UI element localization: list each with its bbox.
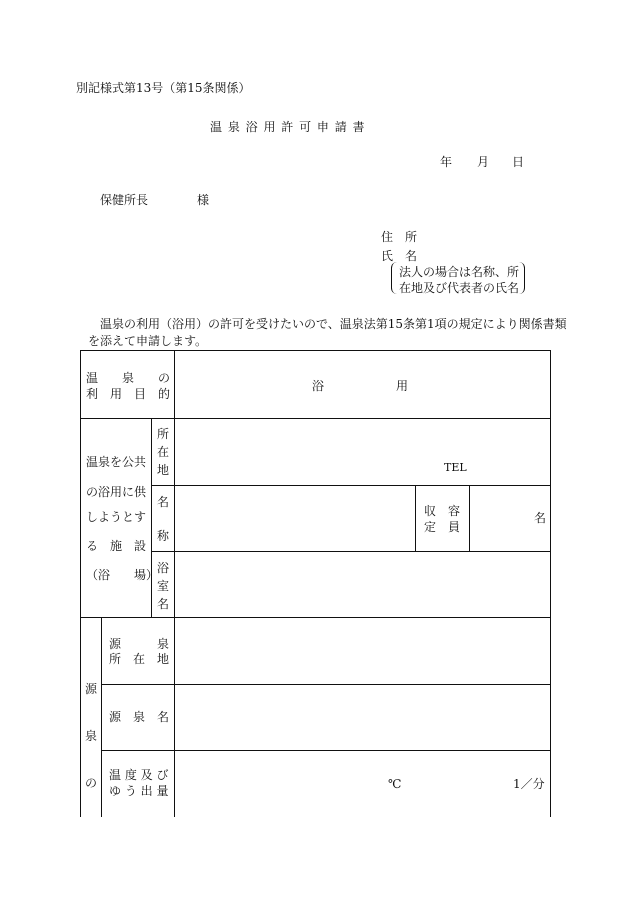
document-title: 温 泉 浴 用 許 可 申 請 書: [210, 120, 366, 134]
capacity-label-line1: 収 容: [424, 504, 461, 518]
applicant-name-label: 氏 名: [381, 249, 418, 263]
date-year: 年: [440, 155, 453, 169]
purpose-label-line2: 利 用 目 的: [86, 387, 171, 401]
applicant-note-line2: 在地及び代表者の氏名: [399, 281, 520, 295]
purpose-value: 浴 用: [312, 379, 409, 393]
flow-unit: 1／分: [513, 777, 545, 791]
tel-label: TEL: [444, 461, 467, 474]
addressee-office: 保健所長: [100, 193, 149, 207]
bathroom-label: 浴 室 名: [156, 561, 169, 611]
facility-label-line5: （浴 場）: [86, 568, 159, 582]
purpose-label-line1: 温 泉 の: [86, 371, 171, 385]
source-location-line2: 所 在 地: [109, 652, 170, 666]
capacity-label-line2: 定 員: [424, 520, 461, 534]
date-day: 日: [512, 155, 525, 169]
source-name-label: 源 泉 名: [109, 710, 170, 724]
temp-label-line1: 温 度 及 び: [109, 768, 169, 782]
applicant-note-line1: 法人の場合は名称、所: [399, 265, 520, 279]
source-group-label: 源 泉 の: [84, 682, 97, 790]
date-month: 月: [477, 155, 490, 169]
facility-name-label: 名 称: [156, 495, 169, 543]
facility-label-line3: しようとす: [86, 510, 147, 524]
facility-label-line2: の浴用に供: [86, 485, 147, 499]
temp-unit: ℃: [388, 777, 402, 791]
source-location-line1: 源 泉: [109, 637, 170, 651]
facility-label-line1: 温泉を公共: [86, 455, 147, 469]
location-label: 所 在 地: [156, 427, 169, 477]
statement-line2: を添えて申請します。: [88, 334, 208, 348]
facility-label-line4: る 施 設: [86, 539, 147, 553]
addressee-honorific: 様: [197, 193, 210, 207]
capacity-unit: 名: [534, 511, 547, 525]
form-number: 別記様式第13号（第15条関係）: [76, 81, 251, 95]
applicant-address-label: 住 所: [381, 230, 418, 244]
temp-label-line2: ゆ う 出 量: [109, 784, 169, 798]
statement-line1: 温泉の利用（浴用）の許可を受けたいので、温泉法第15条第1項の規定により関係書類: [100, 317, 567, 331]
